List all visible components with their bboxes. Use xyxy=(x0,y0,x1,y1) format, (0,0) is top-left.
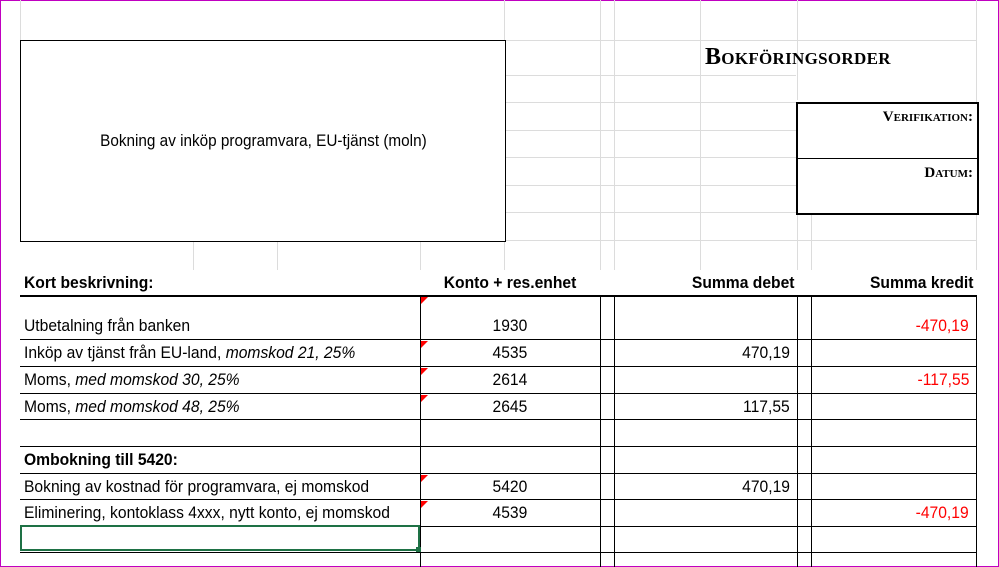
row-description-text xyxy=(24,367,240,393)
row-description-text xyxy=(24,447,178,473)
comment-indicator-icon[interactable] xyxy=(421,501,428,508)
row-debet-cell[interactable] xyxy=(614,474,790,500)
row-konto-cell[interactable] xyxy=(420,447,600,473)
row-description-main: Utbetalning från banken xyxy=(24,316,191,335)
gridline xyxy=(193,240,194,270)
row-debet-cell[interactable] xyxy=(614,367,790,393)
row-konto-cell[interactable] xyxy=(420,527,600,553)
form-title-text: Bokföringsorder xyxy=(705,44,891,70)
header-konto-text: Konto + res.enhet xyxy=(443,273,577,292)
row-description-text xyxy=(24,394,240,420)
row-debet-cell[interactable] xyxy=(614,500,790,526)
row-kredit-cell[interactable] xyxy=(811,500,969,526)
row-description-text xyxy=(24,500,390,526)
gridline xyxy=(20,0,21,40)
row-debet-text: 470,19 xyxy=(742,477,790,496)
row-konto-text: 2645 xyxy=(492,397,528,416)
row-kredit-cell[interactable] xyxy=(811,527,969,553)
row-kredit-cell[interactable] xyxy=(811,298,969,313)
comment-indicator-icon[interactable] xyxy=(421,395,428,402)
row-description-main: Inköp av tjänst från EU-land, xyxy=(24,343,226,362)
header-debet xyxy=(614,270,794,296)
row-konto-cell[interactable] xyxy=(420,298,600,313)
row-konto-cell[interactable] xyxy=(420,367,600,393)
row-konto-text: 2614 xyxy=(492,370,528,389)
row-konto-cell[interactable] xyxy=(420,313,600,339)
row-description-main: Bokning av kostnad för programvara, ej momskod xyxy=(24,477,370,496)
gridline xyxy=(420,240,421,270)
row-divider xyxy=(20,552,977,553)
row-konto-cell[interactable] xyxy=(420,394,600,420)
row-konto-text: 5420 xyxy=(492,477,528,496)
row-description-cell[interactable] xyxy=(24,394,258,420)
gridline xyxy=(504,130,796,131)
comment-indicator-icon[interactable] xyxy=(421,341,428,348)
form-title xyxy=(705,44,891,71)
row-description-cell[interactable] xyxy=(24,313,205,339)
row-description-cell[interactable] xyxy=(24,367,258,393)
gridline xyxy=(797,212,798,270)
row-description-main: Moms, xyxy=(24,397,76,416)
comment-indicator-icon[interactable] xyxy=(421,368,428,375)
row-konto-text: 1930 xyxy=(492,316,528,335)
row-debet-text: 470,19 xyxy=(742,343,790,362)
verification-box xyxy=(796,102,979,215)
row-konto-cell[interactable] xyxy=(420,340,600,366)
header-kredit-text: Summa kredit xyxy=(869,273,973,292)
row-description-italic: med momskod 48, 25% xyxy=(75,397,240,416)
row-kredit-text: -470,19 xyxy=(915,503,969,522)
selected-cell[interactable] xyxy=(20,525,420,551)
row-debet-cell[interactable] xyxy=(614,527,790,553)
row-kredit-text: -117,55 xyxy=(917,370,969,389)
row-kredit-cell[interactable] xyxy=(811,447,969,473)
row-debet-text: 117,55 xyxy=(743,397,790,416)
row-description-cell[interactable] xyxy=(24,500,422,526)
gridline xyxy=(504,75,796,76)
gridline xyxy=(504,40,976,41)
row-description-text xyxy=(24,474,369,500)
row-description-cell[interactable] xyxy=(24,474,399,500)
row-description-text xyxy=(24,313,190,339)
gridline xyxy=(277,240,278,270)
header-beskrivning xyxy=(24,270,165,296)
row-description-italic: momskod 21, 25% xyxy=(225,343,356,362)
gridline xyxy=(811,212,812,270)
row-debet-cell[interactable] xyxy=(614,420,790,446)
row-description-main: Moms, xyxy=(24,370,76,389)
comment-indicator-icon[interactable] xyxy=(421,475,428,482)
description-text: Bokning av inköp programvara, EU-tjänst (moln) xyxy=(99,131,427,150)
row-description-cell[interactable] xyxy=(24,447,191,473)
row-description-main: Ombokning till 5420: xyxy=(24,450,178,469)
row-kredit-cell[interactable] xyxy=(811,313,969,339)
row-description-italic: med momskod 30, 25% xyxy=(75,370,240,389)
row-kredit-text: -470,19 xyxy=(915,316,969,335)
comment-indicator-icon[interactable] xyxy=(421,297,428,304)
row-description-cell[interactable] xyxy=(24,340,384,366)
row-kredit-cell[interactable] xyxy=(811,474,969,500)
row-description-main: Eliminering, kontoklass 4xxx, nytt konto, ej momskod xyxy=(24,503,390,522)
gridline xyxy=(504,185,796,186)
row-debet-cell[interactable] xyxy=(614,313,790,339)
header-debet-text: Summa debet xyxy=(691,273,794,292)
row-konto-cell[interactable] xyxy=(420,474,600,500)
header-beskrivning-text: Kort beskrivning: xyxy=(24,273,154,292)
row-kredit-cell[interactable] xyxy=(811,367,969,393)
header-kredit xyxy=(811,270,973,296)
gridline xyxy=(504,102,796,103)
row-debet-cell[interactable] xyxy=(614,447,790,473)
row-description-text xyxy=(24,340,355,366)
description-box[interactable] xyxy=(20,40,506,242)
row-konto-cell[interactable] xyxy=(420,500,600,526)
row-debet-cell[interactable] xyxy=(614,394,790,420)
row-kredit-cell[interactable] xyxy=(811,340,969,366)
row-konto-cell[interactable] xyxy=(420,420,600,446)
row-debet-cell[interactable] xyxy=(614,298,790,313)
verification-divider xyxy=(798,158,977,159)
header-konto xyxy=(420,270,600,296)
datum-label: Datum: xyxy=(924,165,973,181)
header-underline xyxy=(20,295,977,297)
row-konto-text: 4539 xyxy=(492,503,528,522)
gridline xyxy=(504,157,796,158)
row-kredit-cell[interactable] xyxy=(811,420,969,446)
row-kredit-cell[interactable] xyxy=(811,394,969,420)
row-debet-cell[interactable] xyxy=(614,340,790,366)
verifikation-label: Verifikation: xyxy=(882,109,973,125)
row-konto-text: 4535 xyxy=(492,343,528,362)
fill-handle[interactable] xyxy=(416,547,421,552)
